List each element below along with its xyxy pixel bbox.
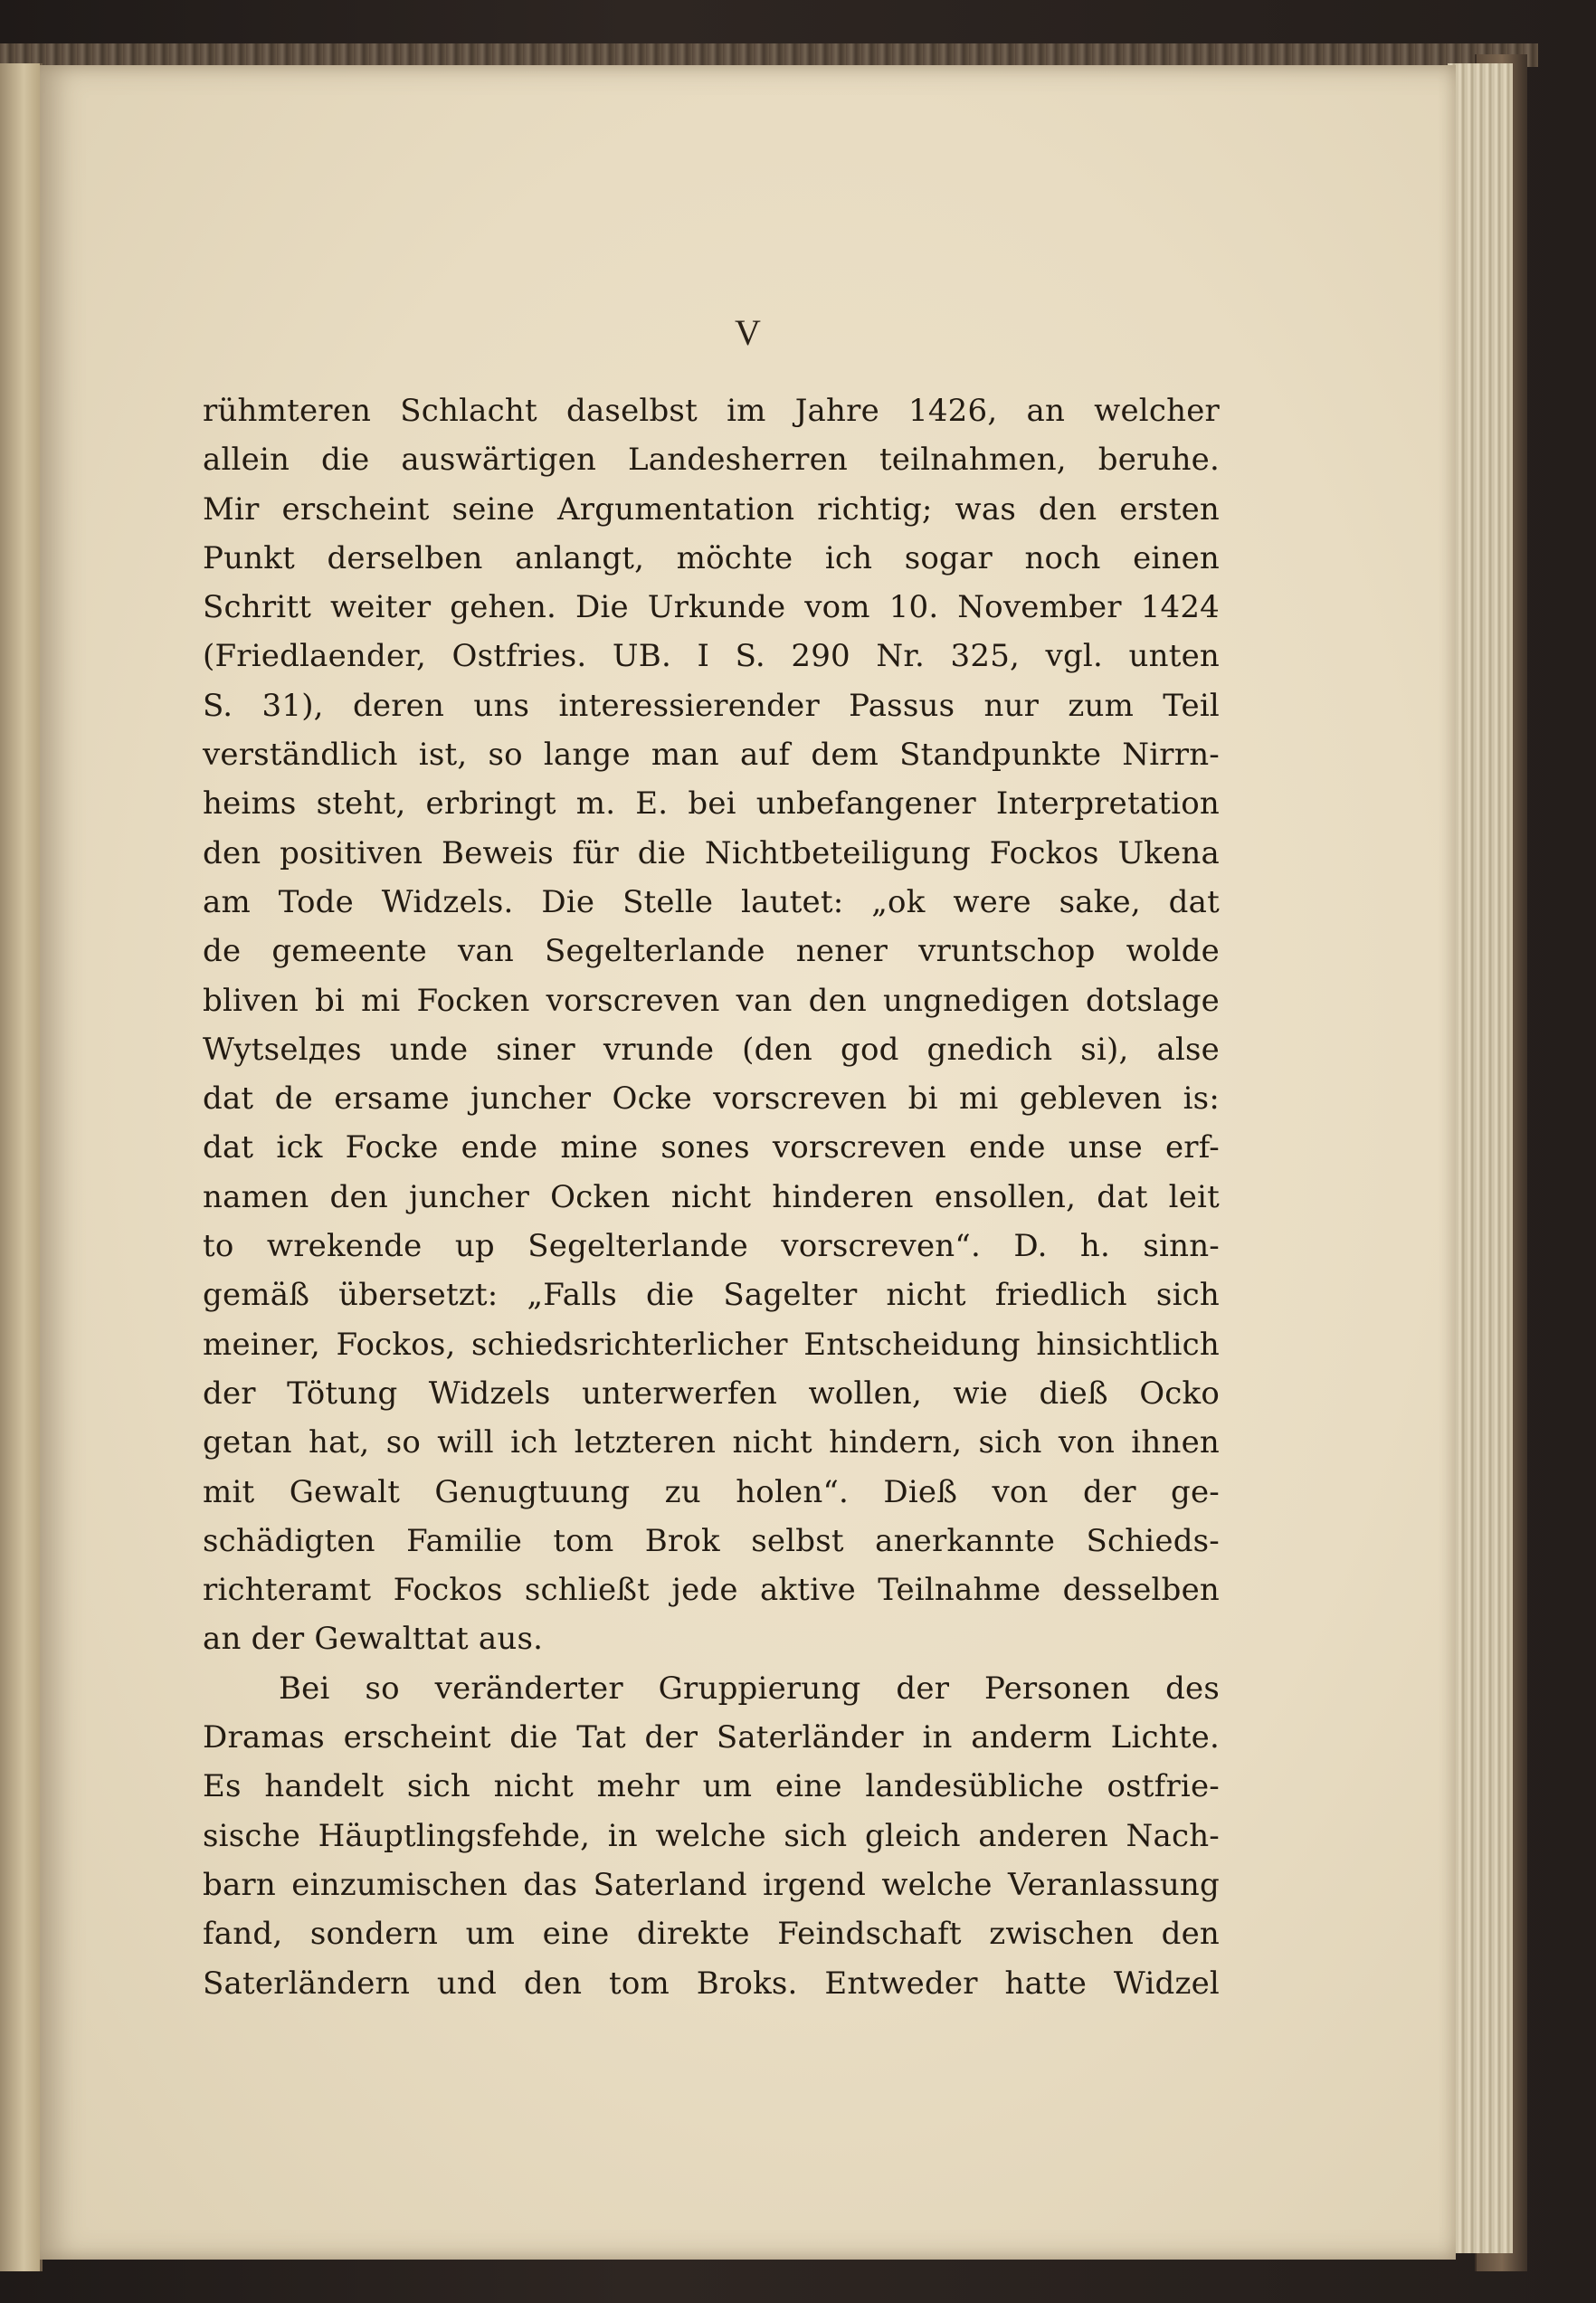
text-line: Wytselдes unde siner vrunde (den god gnedich si), alse [203,1031,1220,1068]
text-line: getan hat, so will ich letzteren nicht hindern, sich von ihnen [203,1424,1220,1461]
text-line: meiner, Fockos, schiedsrichterlicher Entscheidung hinsichtlich [203,1326,1220,1363]
text-line: heims steht, erbringt m. E. bei unbefangener Interpretation [203,785,1220,823]
text-line: de gemeente van Segelterlande nener vruntschop wolde [203,933,1220,970]
text-line: richteramt Fockos schließt jede aktive Teilnahme desselben [203,1572,1220,1609]
page-number: V [735,312,761,353]
text-line: Mir erscheint seine Argumentation richtig; was den ersten [203,490,1220,528]
text-line: Schritt weiter gehen. Die Urkunde vom 10. November 1424 [203,589,1220,626]
text-line: Saterländern und den tom Broks. Entweder hatte Widzel [203,1965,1220,2002]
text-line: verständlich ist, so lange man auf dem Standpunkte Nirrn- [203,737,1220,774]
paragraph-end-line: an der Gewalttat aus. [203,1621,544,1658]
paragraph-start-line: Bei so veränderter Gruppierung der Personen des [279,1670,1220,1707]
text-line: gemäß übersetzt: „Falls die Sagelter nicht friedlich sich [203,1277,1220,1314]
text-line: dat ick Focke ende mine sones vorscreven ende unse erf- [203,1129,1220,1166]
text-line: mit Gewalt Genugtuung zu holen“. Dieß von der ge- [203,1473,1220,1510]
text-line: bliven bi mi Focken vorscreven van den ungnedigen dotslage [203,982,1220,1019]
facing-page-edge [0,63,43,2271]
text-line: am Tode Widzels. Die Stelle lautet: „ok were sake, dat [203,883,1220,920]
body-text [203,386,1220,2008]
text-line: der Tötung Widzels unterwerfen wollen, wie dieß Ocko [203,1375,1220,1412]
text-line: dat de ersame juncher Ocke vorscreven bi mi gebleven is: [203,1080,1220,1118]
text-line: (Friedlaender, Ostfries. UB. I S. 290 Nr. 325, vgl. unten [203,638,1220,675]
book-page [40,65,1456,2260]
text-line: sische Häuptlingsfehde, in welche sich gleich anderen Nach- [203,1817,1220,1854]
text-line: fand, sondern um eine direkte Feindschaft zwischen den [203,1916,1220,1953]
text-line: Dramas erscheint die Tat der Saterländer in anderm Lichte. [203,1719,1220,1756]
text-line: allein die auswärtigen Landesherren teilnahmen, beruhe. [203,442,1220,479]
text-line: to wrekende up Segelterlande vorscreven“. D. h. sinn- [203,1228,1220,1265]
text-line: schädigten Familie tom Brok selbst anerkannte Schieds- [203,1522,1220,1559]
text-line: barn einzumischen das Saterland irgend welche Veranlassung [203,1866,1220,1903]
text-line: namen den juncher Ocken nicht hinderen ensollen, dat leit [203,1178,1220,1215]
text-line: Es handelt sich nicht mehr um eine landesübliche ostfrie- [203,1768,1220,1805]
page-block-edge [1448,63,1513,2253]
text-line: S. 31), deren uns interessierender Passus nur zum Teil [203,687,1220,724]
text-line: rühmteren Schlacht daselbst im Jahre 1426, an welcher [203,393,1220,429]
text-line: den positiven Beweis für die Nichtbeteiligung Fockos Ukena [203,834,1220,871]
book-top-edge [0,43,1538,67]
text-line: Punkt derselben anlangt, möchte ich sogar noch einen [203,539,1220,576]
